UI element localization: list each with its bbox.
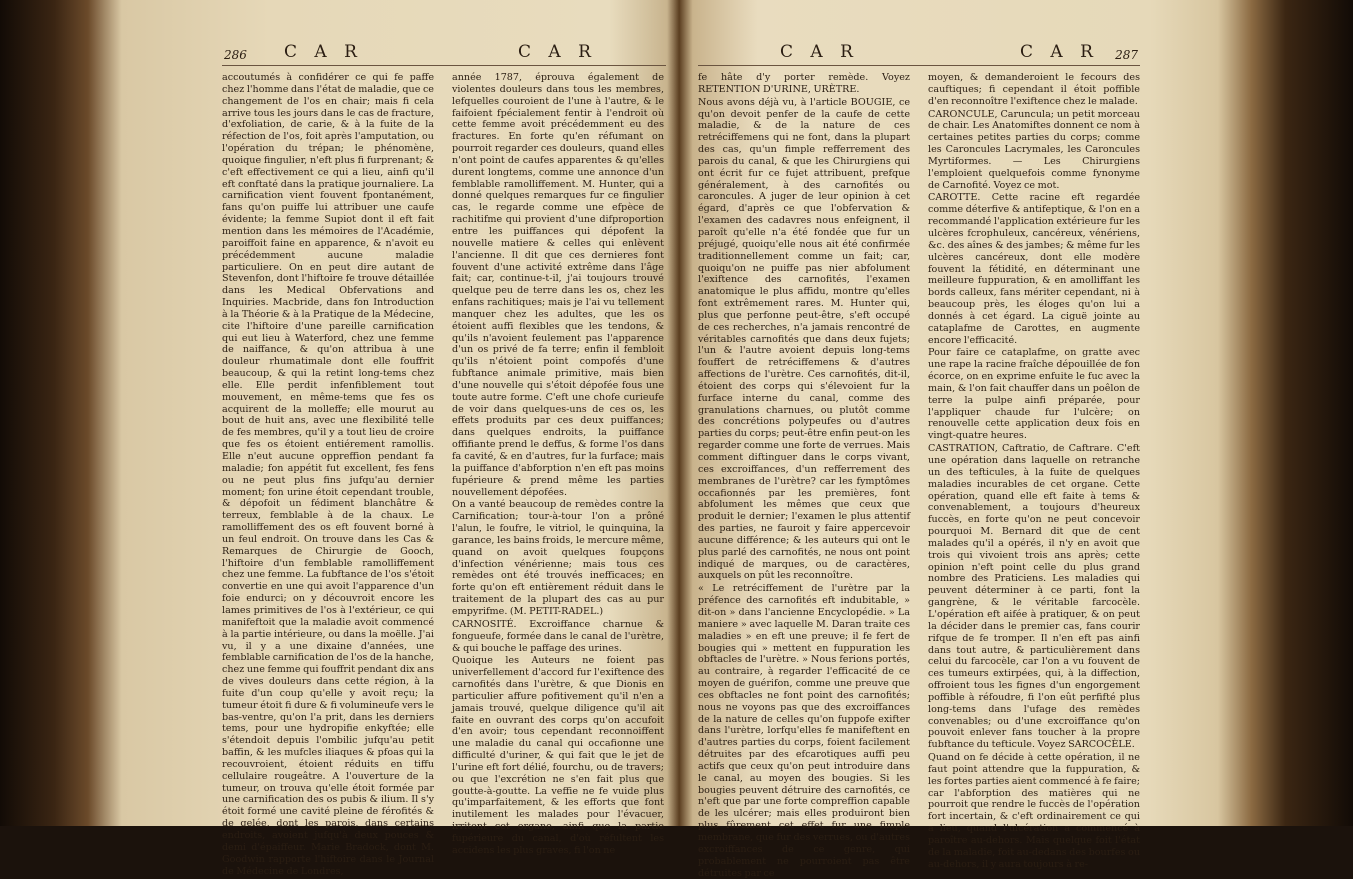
right-col2-para: moyen, & demanderoient le fecours des cauftiques; fi cependant il étoit poffible d'en reconnoître l'exiftence chez le malade. xyxy=(928,72,1140,107)
right-head-right: C A R xyxy=(1020,42,1099,62)
right-running-head xyxy=(698,38,1140,66)
left-col1-para: accoutumés à confidérer ce qui fe paffe chez l'homme dans l'état de maladie, que ce changement de l'os en chair; mais fi cela arrive tous les jours dans le cas de fracture, d'exfoliation, de carie, & à la fuite de la réfection de l'os, foit après l'amputation, ou l'opération du trépan; le phénomène, quoique fingulier, n'eft plus fi furprenant; & c'eft effectivement ce qui a lieu, ainfi qu'il eft conftaté dans la pratique journaliere. La carnification vient fouvent fpontanément, fans qu'on puiffe lui attribuer une caufe évidente; la femme Supiot dont il eft fait mention dans les mémoires de l'Académie, paroiffoit faine en apparence, & n'avoit eu précédemment aucune maladie particuliere. On en peut dire autant de Stevenfon, dont l'hiftoire fe trouve détaillée dans les Medical Obfervations and Inquiries. Macbride, dans fon Introduction à la Théorie & à la Pratique de la Médecine, cite l'hiftoire d'une pareille carnification qui eut lieu à Waterford, chez une femme de naiffance, & qu'on attribua à une douleur rhumatimale dont elle fouffrit beaucoup, & qui la retint long-tems chez elle. Elle perdit infenfiblement tout mouvement, en même-tems que fes os acquirent de la molleffe; elle mourut au bout de huit ans, avec une flexibilité telle de fes membres, qu'il y a tout lieu de croire que fes os étoient entiérement ramollis. Elle n'eut aucune oppreffion pendant fa maladie; fon appétit fut excellent, fes fens ou ne peut plus fins jufqu'au dernier moment; fon urine étoit cependant trouble, & dépofoit un fédiment blanchâtre & terreux, femblable à de la chaux. Le ramolliffement des os eft fouvent borné à un feul endroit. On trouve dans les Cas & Remarques de Chirurgie de Gooch, l'hiftoire d'un femblable ramolliffement chez une femme. La fubftance de l'os s'étoit convertie en une qui avoit l'apparence d'un foie endurci; on y découvroit encore les lames primitives de l'os à l'extérieur, ce qui manifeftoit que la maladie avoit commencé à la partie intérieure, ou dans la moëlle. J'ai vu, il y a une dixaine d'années, une femblable carnification de l'os de la hanche, chez une femme qui fouffrit pendant dix ans de vives douleurs dans cette région, à la fuite d'un coup qu'elle y avoit reçu; la tumeur étoit fi dure & fi volumineufe vers le bas-ventre, qu'on l'a prit, dans les derniers tems, pour une hydropifie enkyftée; elle s'étendoit depuis l'ombilic jufqu'au petit baffin, & les mufcles iliaques & pfoas qui la recouvroient, étoient réduits en tiffu cellulaire rougeâtre. A l'ouverture de la tumeur, on trouva qu'elle étoit formée par une carnification des os pubis & ilium. Il s'y étoit formé une cavité pleine de férofités & de gelée, dont les parois, dans certains endroits, avoient jufqu'à deux pouces & demi d'épaiffeur. Marie Bradock, dont M. Goodwin rapporte l'hiftoire dans le Journal de Médecine de Londres, xyxy=(222,72,434,877)
right-col2-para: CASTRATION, Caftratio, de Caftrare. C'eft une opération dans laquelle on retranche un des tefticules, à la fuite de quelques maladies incurables de cet organe. Cette opération, quand elle eft faite à tems & convenablement, a toujours d'heureux fuccès, en forte qu'on ne peut concevoir pourquoi M. Bernard dit que de cent malades qu'il a opérés, il n'y en avoit que trois qui vivoient trois ans après; cette opinion n'eft point celle du plus grand nombre des Praticiens. Les maladies qui peuvent déterminer à ce parti, font la gangrène, & le véritable farcocèle. L'opération eft aifée à pratiquer, & on peut la décider dans le premier cas, fans courir rifque de fe tromper. Il n'en eft pas ainfi dans tout autre, & particulièrement dans celui du farcocèle, car l'on a vu fouvent de ces tumeurs extirpées, qui, à la diffection, offroient tous les fignes d'un engorgement poffible à réfoudre, fi l'on eût perfifté plus long-tems dans l'ufage des remèdes convenables; ou d'une excroiffance qu'on pouvoit enlever fans toucher à la propre fubftance du tefticule. Voyez SARCOCÈLE. xyxy=(928,443,1140,751)
right-col2-para: Pour faire ce cataplafme, on gratte avec une rape la racine fraîche dépouillée de fon écorce, on en exprime enfuite le fuc avec la main, & l'on fait chauffer dans un poêlon de terre la pulpe ainfi préparée, pour l'appliquer chaude fur l'ulcère; on renouvelle cette application deux fois en vingt-quatre heures. xyxy=(928,347,1140,442)
left-col2-para: CARNOSITÉ. Excroiffance charnue & fongueufe, formée dans le canal de l'urètre, & qui bouche le paffage des urines. xyxy=(452,618,664,654)
right-page-number: 287 xyxy=(1115,48,1138,62)
right-col2-para: Quand on fe décide à cette opération, il ne faut point attendre que la fuppuration, & les fortes parties aient commencé à fe faire; car l'abforption des matières qui ne pourroit que rendre le fuccès de l'opération fort incertain, & c'eft ordinairement ce qui a lieu, quand l'ulcération a commencé à paroître au-dehors. Mais quelque foit l'état de la maladie, foit au-dedans des bourfes ou au-dehors, il y aura toujours à re- xyxy=(928,752,1140,870)
left-column-2 xyxy=(452,72,664,856)
right-col2-para: CAROTTE. Cette racine eft regardée comme déterfive & antifeptique, & l'on en a recommandé l'application extérieure fur les ulcères fcrophuleux, cancéreux, vénériens, &c. des aînes & des jambes; & même fur les ulcères cancéreux, dont elle modère fouvent la fétidité, en déterminant une meilleure fuppuration, & en amolliffant les bords calleux, fans mériter cependant, ni à beaucoup près, les éloges qu'on lui a donnés à cet égard. La ciguë jointe au cataplafme de Carottes, en augmente encore l'efficacité. xyxy=(928,192,1140,346)
right-column-2 xyxy=(928,72,1140,870)
right-column-1 xyxy=(698,72,910,879)
left-page-number: 286 xyxy=(224,48,247,62)
left-col2-para: Quoique les Auteurs ne foient pas univerfellement d'accord fur l'exiftence des carnofités dans l'urètre, & que Dionis en particulier affure pofitivement qu'il n'en a jamais trouvé, quelque diligence qu'il ait faite en ouvrant des corps qu'on accufoit d'en avoir; tous cependant reconnoiffent une maladie du canal qui occafionne une difficulté d'uriner, & qui fait que le jet de l'urine eft fort délié, fourchu, ou de travers; ou que l'excrétion ne s'en fait plus que goutte-à-goutte. La veffie ne fe vuide plus qu'imparfaitement, & les efforts que font inutilement les malades pour l'évacuer, irritent cet organe, ainfi que la partie fupérieure du canal, d'où réfultent les accidens les plus graves, fi l'on ne xyxy=(452,655,664,856)
right-head-left: C A R xyxy=(780,42,859,62)
right-head-rule xyxy=(698,65,1140,66)
right-col1-para: « Le retréciffement de l'urètre par la préfence des carnofités eft indubitable, » dit-on » dans l'ancienne Encyclopédie. » La maniere » avec laquelle M. Daran traite ces maladies » en eft une preuve; il fe fert de bougies qui » mettent en fuppuration les obftacles de l'urètre. » Nous ferions portés, au contraire, à regarder l'efficacité de ce moyen de guérifon, comme une preuve que ces obftacles ne font point des carnofités; nous ne voyons pas que des excroiffances de la nature de celles qu'on fuppofe exifter dans l'urètre, lorfqu'elles fe manifeftent en d'autres parties du corps, foient facilement détruites par des efcarotiques auffi peu actifs que ceux qu'on peut introduire dans le canal, au moyen des bougies. Si les bougies peuvent détruire des carnofités, ce n'eft que par une forte compreffion capable de les ulcérer; mais elles produiront bien plus fûrement cet effet fur une fimple membrane, que fur des verrues, ou d'autres excroiffances de ce genre, qui probablement ne pourroient pas être détruites par ce xyxy=(698,583,910,879)
left-col2-para: On a vanté beaucoup de remèdes contre la Carnification; tour-à-tour l'on a prôné l'alun, le foufre, le vitriol, le quinquina, la garance, les bains froids, le mercure même, quand on avoit quelques foupçons d'infection vénérienne; mais tous ces remèdes ont été trouvés inefficaces; en forte qu'on eft entièrement réduit dans le traitement de la plupart des cas au pur empyrifme. (M. PETIT-RADEL.) xyxy=(452,499,664,617)
right-col1-para: Nous avons déjà vu, à l'article BOUGIE, ce qu'on devoit penfer de la caufe de cette maladie, & de la nature de ces retréciffemens qui ne font, dans la plupart des cas, qu'un fimple refferrement des parois du canal, & que les Chirurgiens qui ont écrit fur ce fujet attribuent, prefque généralement, à des carnofités ou caroncules. A juger de leur opinion à cet égard, d'après ce que l'obfervation & l'examen des cadavres nous enfeignent, il paroît qu'elle n'a été fondée que fur un préjugé, quoiqu'elle nous ait été confirmée traditionnellement comme un fait; car, quoiqu'on ne puiffe pas nier abfolument l'exiftence des carnofités, l'examen anatomique le plus affidu, montre qu'elles font extrêmement rares. M. Hunter qui, plus que perfonne peut-être, s'eft occupé de ces recherches, n'a jamais rencontré de véritables carnofités que dans deux fujets; l'un & l'autre avoient depuis long-tems fouffert de retréciffemens & d'autres affections de l'urètre. Ces carnofités, dit-il, étoient des corps qui s'élevoient fur la furface interne du canal, comme des granulations charnues, ou plutôt comme des concrétions polypeufes ou d'autres parties du corps; peut-être enfin peut-on les regarder comme une forte de verrues. Mais comment diftinguer dans le corps vivant, ces excroiffances, d'un refferrement des membranes de l'urètre? car les fymptômes occafionnés par les premières, font abfolument les mêmes que ceux que produit le dernier; l'examen le plus attentif des parties, ne fauroit y faire appercevoir aucune différence; & les auteurs qui ont le plus parlé des carnofités, ne nous ont point indiqué de marques, ou de caractères, auxquels on pût les reconnoître. xyxy=(698,96,910,582)
right-col1-para: fe hâte d'y porter remède. Voyez RETENTION D'URINE, URÈTRE. xyxy=(698,72,910,95)
right-col2-para: CARONCULE, Caruncula; un petit morceau de chair. Les Anatomiftes donnent ce nom à certaines petites parties du corps; comme les Caroncules Lacrymales, les Caroncules Myrtiformes. — Les Chirurgiens l'emploient quelquefois comme fynonyme de Carnofité. Voyez ce mot. xyxy=(928,108,1140,191)
right-page xyxy=(698,38,1140,879)
left-head-left: C A R xyxy=(284,42,363,62)
left-page xyxy=(222,38,666,877)
left-column-1 xyxy=(222,72,434,877)
left-running-head xyxy=(222,38,666,66)
left-head-right: C A R xyxy=(518,42,597,62)
left-col2-para: année 1787, éprouva également de violentes douleurs dans tous les membres, lefquelles couroient de l'une à l'autre, & le faifoient fpécialement fentir à l'endroit où cette femme avoit précédemment eu des fractures. En forte qu'en réfumant on pourroit regarder ces douleurs, quand elles n'ont point de caufes apparentes & qu'elles durent longtems, comme une annonce d'un femblable ramolliffement. M. Hunter, qui a donné quelques remarques fur ce fingulier cas, le regarde comme une efpèce de rachitifme qui provient d'une difproportion entre les puiffances qui dépofent la nouvelle matiere & celles qui enlèvent l'ancienne. Il dit que ces dernieres font fouvent d'une activité extrême dans l'âge fait; car, continue-t-il, j'ai toujours trouvé quelque peu de terre dans les os, chez les enfans rachitiques; mais je l'ai vu tellement manquer chez les adultes, que les os étoient auffi flexibles que les tendons, & qu'ils n'avoient feulement pas l'apparence d'un os privé de fa terre; enfin il fembloit qu'ils n'étoient point compofés d'une fubftance animale primitive, mais bien d'une nouvelle qui s'étoit dépofée fous une toute autre forme. C'eft une chofe curieufe de voir dans quelques-uns de ces os, les effets produits par ces deux puiffances; dans quelques endroits, la puiffance offifiante prend le deffus, & forme l'os dans fa cavité, & en d'autres, fur la furface; mais la puiffance d'abforption n'en eft pas moins fupérieure & prend même les parties nouvellement dépofées. xyxy=(452,72,664,498)
left-head-rule xyxy=(222,65,666,66)
